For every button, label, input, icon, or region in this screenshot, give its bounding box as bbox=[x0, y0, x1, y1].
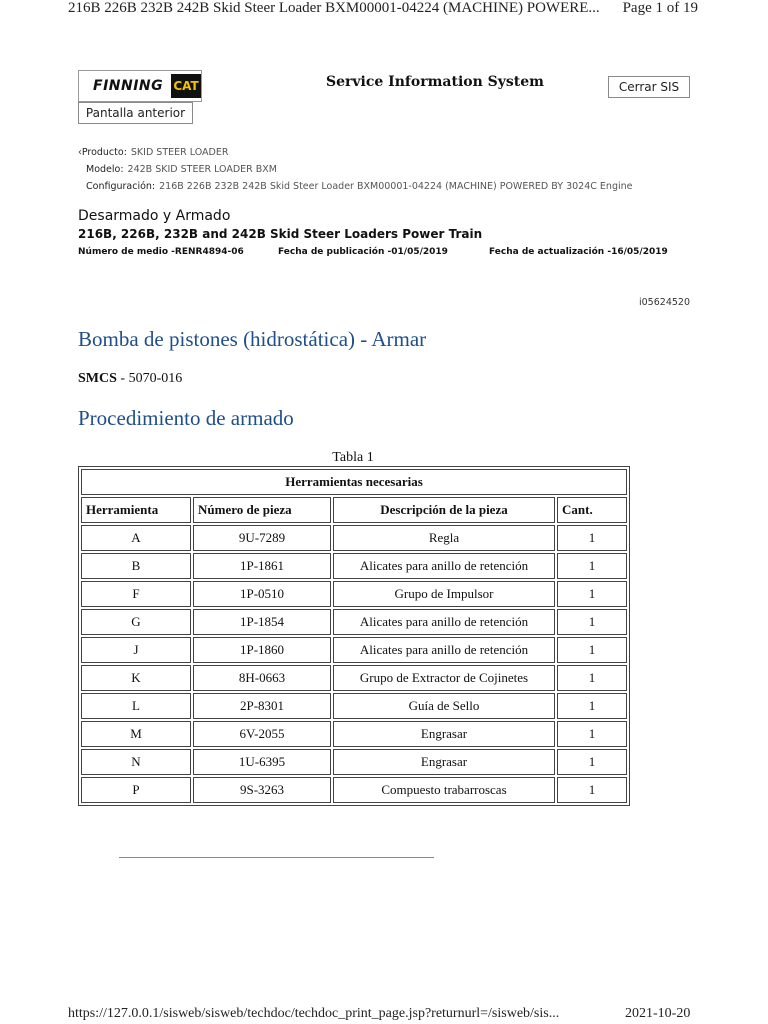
cell-tool: B bbox=[81, 553, 191, 579]
print-header-title: 216B 226B 232B 242B Skid Steer Loader BXM00001-04224 (MACHINE) POWERE... bbox=[68, 0, 600, 16]
crumb-modelo-label: Modelo: bbox=[86, 164, 124, 175]
cell-description: Guía de Sello bbox=[333, 693, 555, 719]
cell-part: 2P-8301 bbox=[193, 693, 331, 719]
col-herramienta: Herramienta bbox=[81, 497, 191, 523]
crumb-config-label: Configuración: bbox=[86, 181, 156, 192]
crumb-modelo bbox=[78, 161, 632, 178]
table-header-row bbox=[81, 497, 627, 523]
cell-qty: 1 bbox=[557, 721, 627, 747]
table-group-header: Herramientas necesarias bbox=[81, 469, 627, 495]
table-row bbox=[81, 693, 627, 719]
cell-part: 1U-6395 bbox=[193, 749, 331, 775]
section-heading: Desarmado y Armado bbox=[78, 208, 231, 224]
cell-qty: 1 bbox=[557, 777, 627, 803]
cell-description: Grupo de Impulsor bbox=[333, 581, 555, 607]
cell-part: 1P-1854 bbox=[193, 609, 331, 635]
table-row bbox=[81, 749, 627, 775]
cell-part: 9U-7289 bbox=[193, 525, 331, 551]
media-number: Número de medio -RENR4894-06 bbox=[78, 247, 244, 257]
col-numero-pieza: Número de pieza bbox=[193, 497, 331, 523]
crumb-producto-value: SKID STEER LOADER bbox=[130, 147, 229, 158]
section-divider bbox=[119, 857, 434, 858]
update-date: Fecha de actualización -16/05/2019 bbox=[489, 247, 668, 257]
table-row bbox=[81, 637, 627, 663]
procedure-title: Procedimiento de armado bbox=[78, 406, 294, 430]
cat-logo-icon: CAT bbox=[171, 74, 201, 98]
cell-qty: 1 bbox=[557, 609, 627, 635]
crumb-producto-label: Producto: bbox=[81, 147, 127, 158]
table-row bbox=[81, 721, 627, 747]
cell-qty: 1 bbox=[557, 749, 627, 775]
cell-qty: 1 bbox=[557, 693, 627, 719]
smcs-label: SMCS bbox=[78, 371, 117, 386]
cell-description: Grupo de Extractor de Cojinetes bbox=[333, 665, 555, 691]
smcs-code bbox=[78, 371, 182, 387]
crumb-configuracion bbox=[78, 178, 632, 195]
cell-tool: L bbox=[81, 693, 191, 719]
cell-qty: 1 bbox=[557, 553, 627, 579]
cell-tool: M bbox=[81, 721, 191, 747]
cell-tool: F bbox=[81, 581, 191, 607]
table-caption: Tabla 1 bbox=[332, 450, 374, 465]
crumb-modelo-value: 242B SKID STEER LOADER BXM bbox=[127, 164, 277, 175]
cell-part: 1P-0510 bbox=[193, 581, 331, 607]
cell-part: 6V-2055 bbox=[193, 721, 331, 747]
table-row bbox=[81, 665, 627, 691]
table-row bbox=[81, 581, 627, 607]
previous-screen-button[interactable]: Pantalla anterior bbox=[78, 102, 193, 124]
cell-tool: A bbox=[81, 525, 191, 551]
cell-tool: G bbox=[81, 609, 191, 635]
sis-title: Service Information System bbox=[326, 74, 544, 90]
cell-tool: N bbox=[81, 749, 191, 775]
cell-description: Engrasar bbox=[333, 721, 555, 747]
tools-table bbox=[78, 466, 630, 806]
cell-tool: P bbox=[81, 777, 191, 803]
cell-tool: K bbox=[81, 665, 191, 691]
cell-description: Alicates para anillo de retención bbox=[333, 637, 555, 663]
cell-part: 1P-1861 bbox=[193, 553, 331, 579]
table-row bbox=[81, 609, 627, 635]
cell-description: Alicates para anillo de retención bbox=[333, 553, 555, 579]
page-title: Bomba de pistones (hidrostática) - Armar bbox=[78, 327, 427, 351]
finning-logo-text: FINNING bbox=[93, 78, 164, 94]
cell-qty: 1 bbox=[557, 525, 627, 551]
document-meta bbox=[78, 247, 698, 257]
cell-description: Engrasar bbox=[333, 749, 555, 775]
document-id: i05624520 bbox=[639, 297, 690, 308]
chevron-left-icon[interactable]: ‹ bbox=[78, 147, 82, 158]
smcs-value: - 5070-016 bbox=[116, 371, 183, 386]
cell-qty: 1 bbox=[557, 581, 627, 607]
col-cantidad: Cant. bbox=[557, 497, 627, 523]
cell-qty: 1 bbox=[557, 637, 627, 663]
cell-tool: J bbox=[81, 637, 191, 663]
crumb-config-value: 216B 226B 232B 242B Skid Steer Loader BXM00001-04224 (MACHINE) POWERED BY 3024C Engine bbox=[159, 181, 633, 192]
footer-url: https://127.0.0.1/sisweb/sisweb/techdoc/techdoc_print_page.jsp?returnurl=/sisweb/sis... bbox=[68, 1006, 560, 1021]
cell-description: Alicates para anillo de retención bbox=[333, 609, 555, 635]
cell-description: Compuesto trabarroscas bbox=[333, 777, 555, 803]
col-descripcion: Descripción de la pieza bbox=[333, 497, 555, 523]
cell-part: 8H-0663 bbox=[193, 665, 331, 691]
print-header bbox=[68, 0, 708, 17]
table-row bbox=[81, 525, 627, 551]
print-header-page: Page 1 of 19 bbox=[622, 0, 698, 16]
table-row bbox=[81, 553, 627, 579]
finning-cat-logo bbox=[78, 70, 202, 102]
table-group-header-row bbox=[81, 469, 627, 495]
footer-date: 2021-10-20 bbox=[625, 1006, 691, 1021]
cell-description: Regla bbox=[333, 525, 555, 551]
cell-qty: 1 bbox=[557, 665, 627, 691]
table-row bbox=[81, 777, 627, 803]
cell-part: 1P-1860 bbox=[193, 637, 331, 663]
close-sis-button[interactable]: Cerrar SIS bbox=[608, 76, 690, 98]
section-subheading: 216B, 226B, 232B and 242B Skid Steer Loaders Power Train bbox=[78, 227, 483, 241]
cell-part: 9S-3263 bbox=[193, 777, 331, 803]
crumb-producto bbox=[78, 144, 632, 161]
breadcrumb bbox=[78, 144, 632, 195]
publication-date: Fecha de publicación -01/05/2019 bbox=[278, 247, 448, 257]
